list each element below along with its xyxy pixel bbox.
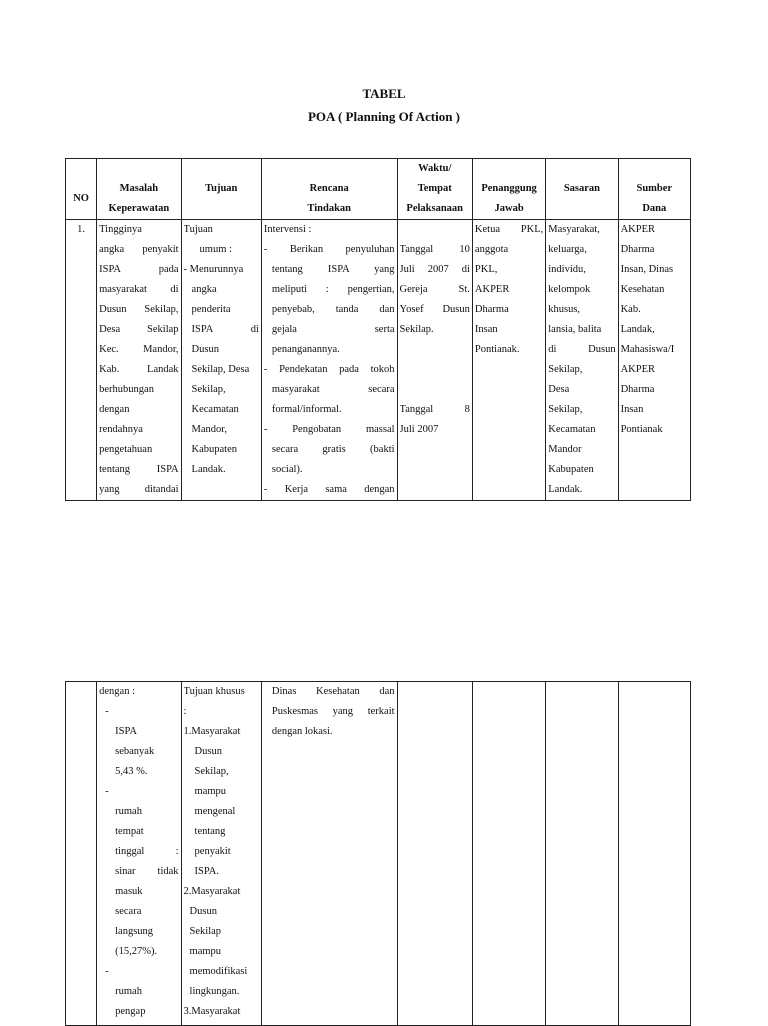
header-sasaran: Sasaran <box>546 159 618 220</box>
cell-no: 1. <box>66 220 97 501</box>
table-header-row <box>66 159 691 220</box>
cell-no <box>66 682 97 1026</box>
cell-sumber: AKPER Dharma Insan, Dinas Kesehatan Kab. Landak, Mahasiswa/I AKPER Dharma Insan Pontianak <box>618 220 690 501</box>
cell-waktu <box>397 682 472 1026</box>
header-rencana: Rencana Tindakan <box>261 159 397 220</box>
cell-sumber <box>618 682 690 1026</box>
cell-sasaran: Masyarakat, keluarga, individu, kelompok khusus, lansia, balita di Dusun Sekilap, Desa Sekilap, Kecamatan Mandor Kabupaten Landak. <box>546 220 618 501</box>
cell-sasaran <box>546 682 618 1026</box>
document-subtitle: POA ( Planning Of Action ) <box>307 109 461 124</box>
header-waktu: Waktu/ Tempat Pelaksanaan <box>397 159 472 220</box>
document-title: TABEL <box>362 86 406 101</box>
header-masalah: Masalah Keperawatan <box>97 159 181 220</box>
poa-table-page-1 <box>65 158 691 501</box>
header-tujuan: Tujuan <box>181 159 261 220</box>
table-row <box>66 682 691 1026</box>
cell-tujuan: Tujuan khusus : 1.Masyarakat Dusun Sekilap, mampu mengenal tentang penyakit ISPA. 2.Masyarakat Dusun Sekilap mampu memodifikasi lingkungan. 3.Masyarakat <box>181 682 261 1026</box>
cell-penanggung <box>472 682 545 1026</box>
table-row <box>66 220 691 501</box>
header-sumber: Sumber Dana <box>618 159 690 220</box>
header-penanggung: Penanggung Jawab <box>472 159 545 220</box>
cell-rencana: Intervensi : - Berikan penyuluhan tentang ISPA yang meliputi : pengertian, penyebab, tanda dan gejala serta penanganannya. - Pendekatan pada tokoh masyarakat secara formal/informal. - Pengobatan massal secara gratis (bakti social). - Kerja sama dengan <box>261 220 397 501</box>
poa-table-page-2 <box>65 681 691 1026</box>
cell-penanggung: Ketua PKL, anggota PKL, AKPER Dharma Insan Pontianak. <box>472 220 545 501</box>
cell-rencana: Dinas Kesehatan dan Puskesmas yang terkait dengan lokasi. <box>261 682 397 1026</box>
cell-tujuan: Tujuan umum : - Menurunnya angka penderita ISPA di Dusun Sekilap, Desa Sekilap, Kecamatan Mandor, Kabupaten Landak. <box>181 220 261 501</box>
cell-waktu: Tanggal 10 Juli 2007 di Gereja St. Yosef Dusun Sekilap. Tanggal 8 Juli 2007 <box>397 220 472 501</box>
cell-masalah: dengan : - ISPA sebanyak 5,43 %. - rumah tempat tinggal : sinar tidak masuk secara langsung (15,27%). - rumah pengap <box>97 682 181 1026</box>
cell-masalah: Tingginya angka penyakit ISPA pada masyarakat di Dusun Sekilap, Desa Sekilap Kec. Mandor, Kab. Landak berhubungan dengan rendahnya pengetahuan tentang ISPA yang ditandai <box>97 220 181 501</box>
header-no: NO <box>66 159 97 220</box>
